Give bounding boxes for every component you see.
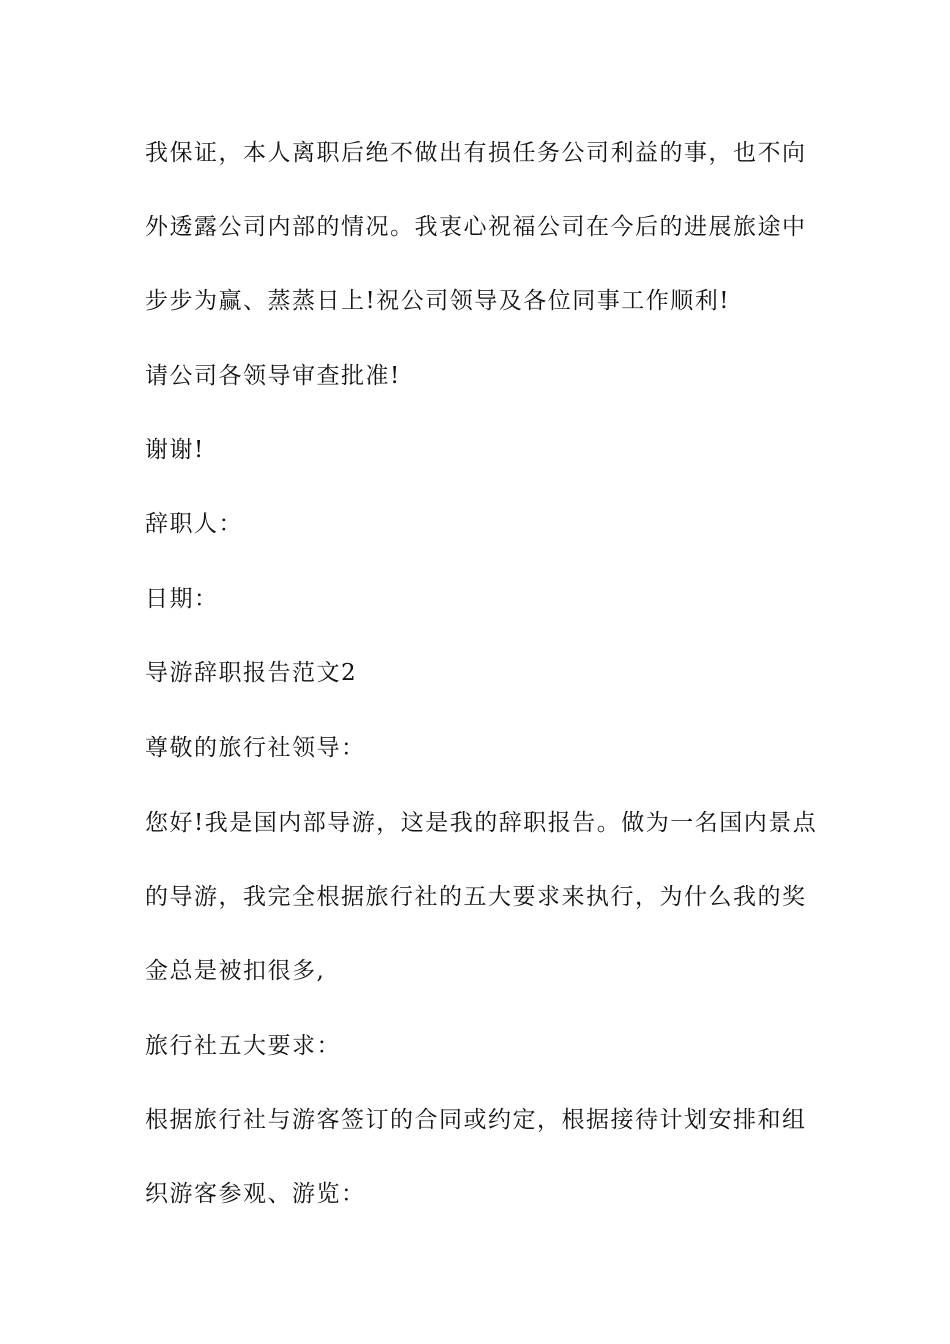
- paragraph-line: 旅行社五大要求：: [145, 1033, 341, 1059]
- paragraph-line: 外透露公司内部的情况。我衷心祝福公司在今后的进展旅途中: [145, 214, 807, 240]
- signature-label: 辞职人：: [145, 511, 243, 537]
- paragraph-line: 的导游，我完全根据旅行社的五大要求来执行，为什么我的奖: [145, 884, 807, 910]
- paragraph-line: 请公司各领导审查批准!: [145, 363, 401, 389]
- paragraph-line: 谢谢!: [145, 437, 205, 463]
- date-label: 日期：: [145, 586, 219, 612]
- paragraph-line: 我保证，本人离职后绝不做出有损任务公司利益的事，也不向: [145, 140, 807, 166]
- paragraph-line: 根据旅行社与游客签订的合同或约定，根据接待计划安排和组: [145, 1107, 807, 1133]
- paragraph-line: 织游客参观、游览：: [145, 1181, 366, 1207]
- salutation: 尊敬的旅行社领导：: [145, 735, 366, 761]
- paragraph-line: 您好!我是国内部导游，这是我的辞职报告。做为一名国内景点: [145, 810, 818, 836]
- paragraph-line: 金总是被扣很多,: [145, 958, 326, 984]
- section-title: 导游辞职报告范文2: [145, 660, 358, 686]
- paragraph-line: 步步为赢、蒸蒸日上!祝公司领导及各位同事工作顺利!: [145, 288, 730, 314]
